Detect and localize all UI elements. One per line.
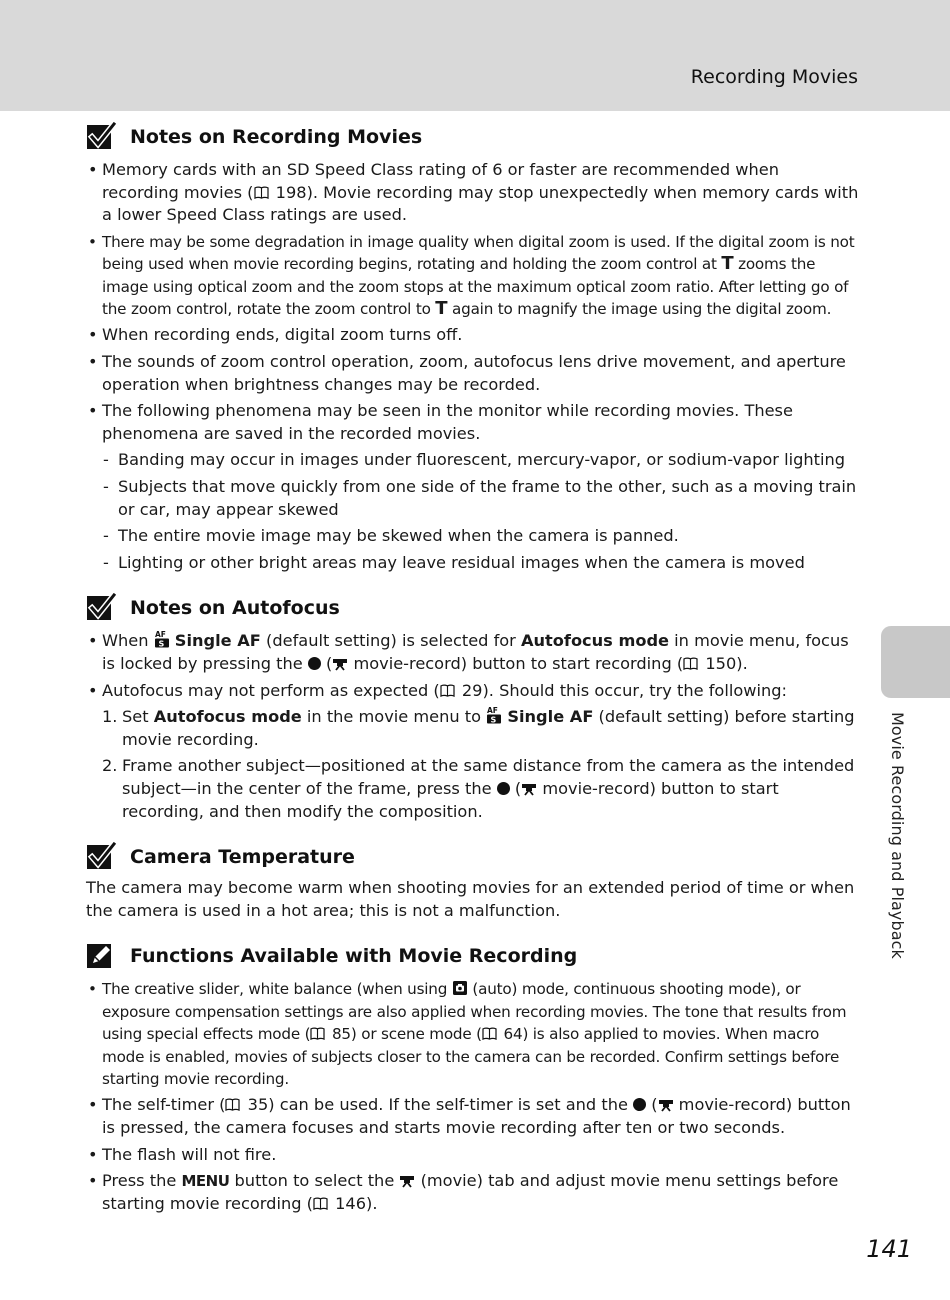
header-band [0, 0, 950, 111]
running-head: Recording Movies [690, 66, 858, 88]
checkmark-icon [86, 842, 116, 872]
list-item: • The following phenomena may be seen in the monitor while recording movies. These phenomena are saved in the recorded movies. [86, 400, 860, 445]
movie-icon [399, 1174, 415, 1188]
pencil-note-icon [86, 941, 116, 971]
list-item: - The entire movie image may be skewed when the camera is panned. [86, 525, 860, 548]
list-item: • The flash will not fire. [86, 1144, 860, 1167]
notes-recording-heading [86, 117, 860, 157]
list-item: - Subjects that move quickly from one side of the frame to the other, such as a moving train or car, may appear skewed [86, 476, 860, 521]
camera-temperature-heading [86, 837, 860, 877]
list-item: • When Single AF (default setting) is selected for Autofocus mode in movie menu, focus is locked by pressing the ( movie-record) button to start recording ( 150). [86, 630, 860, 675]
checkmark-icon [86, 593, 116, 623]
notes-autofocus-heading [86, 588, 860, 628]
list-item: • When recording ends, digital zoom turns off. [86, 324, 860, 347]
section-title: Functions Available with Movie Recording [130, 944, 578, 967]
page-content [86, 117, 860, 1219]
page-number: 141 [866, 1235, 912, 1263]
list-item: - Lighting or other bright areas may leave residual images when the camera is moved [86, 552, 860, 575]
af-single-icon [154, 630, 170, 648]
record-button-icon [497, 782, 510, 795]
section-title: Camera Temperature [130, 845, 355, 868]
list-item: • Autofocus may not perform as expected ( 29). Should this occur, try the following: [86, 680, 860, 703]
movie-icon [332, 657, 348, 671]
book-ref-icon [440, 684, 455, 697]
side-thumb-tab [881, 626, 950, 698]
dash-list [86, 449, 860, 574]
side-tab-label: Movie Recording and Playback [888, 712, 907, 959]
zoom-tele-glyph: T [435, 298, 448, 319]
list-item: - Banding may occur in images under fluorescent, mercury-vapor, or sodium-vapor lighting [86, 449, 860, 472]
list-item: 1. Set Autofocus mode in the movie menu to Single AF (default setting) before starting movie recording. [102, 707, 855, 749]
functions-heading [86, 936, 860, 976]
book-ref-icon [683, 657, 698, 670]
menu-button-glyph: MENU [181, 1172, 230, 1191]
bullet-list [86, 159, 860, 445]
bullet-list [86, 978, 860, 1215]
numbered-list [86, 706, 860, 823]
list-item: • There may be some degradation in image quality when digital zoom is used. If the digital zoom is not being used when movie recording begins, rotating and holding the zoom control at T zooms the image using optical zoom and the zoom stops at the maximum optical zoom ratio. After letting go of the zoom control, rotate the zoom control to T again to magnify the image using the digital zoom. [86, 231, 860, 321]
list-item: • Press the MENU button to select the (movie) tab and adjust movie menu settings before starting movie recording ( 146). [86, 1170, 860, 1215]
af-single-icon [486, 706, 502, 724]
bullet-list [86, 630, 860, 702]
list-item: • Memory cards with an SD Speed Class rating of 6 or faster are recommended when recording movies ( 198). Movie recording may stop unexpectedly when memory cards with a lower Speed Class ratings are used. [86, 159, 860, 227]
list-item: 2. Frame another subject—positioned at the same distance from the camera as the intended subject—in the center of the frame, press the ( movie-record) button to start recording, and then modify the composition. [102, 756, 855, 821]
checkmark-icon [86, 122, 116, 152]
section-title: Notes on Autofocus [130, 597, 340, 620]
list-item: • The self-timer ( 35) can be used. If the self-timer is set and the ( movie-record) button is pressed, the camera focuses and starts movie recording after ten or two seconds. [86, 1094, 860, 1139]
book-ref-icon [254, 186, 269, 199]
book-ref-icon [225, 1098, 240, 1111]
book-ref-icon [313, 1197, 328, 1210]
movie-icon [521, 782, 537, 796]
zoom-tele-glyph: T [721, 253, 734, 275]
auto-mode-camera-icon [452, 980, 468, 996]
record-button-icon [633, 1098, 646, 1111]
paragraph: The camera may become warm when shooting movies for an extended period of time or when the camera is used in a hot area; this is not a malfunction. [86, 878, 855, 920]
section-title: Notes on Recording Movies [130, 125, 423, 148]
record-button-icon [308, 657, 321, 670]
book-ref-icon [482, 1027, 497, 1040]
movie-icon [658, 1098, 674, 1112]
book-ref-icon [310, 1027, 325, 1040]
list-item: • The sounds of zoom control operation, zoom, autofocus lens drive movement, and aperture operation when brightness changes may be recorded. [86, 351, 860, 396]
list-item: • The creative slider, white balance (when using (auto) mode, continuous shooting mode), or exposure compensation settings are also applied when recording movies. The tone that results from using special effects mode ( 85) or scene mode ( 64) is also applied to movies. When macro mode is enabled, movies of subjects closer to the camera can be recorded. Confirm settings before starting movie recording. [86, 978, 860, 1090]
